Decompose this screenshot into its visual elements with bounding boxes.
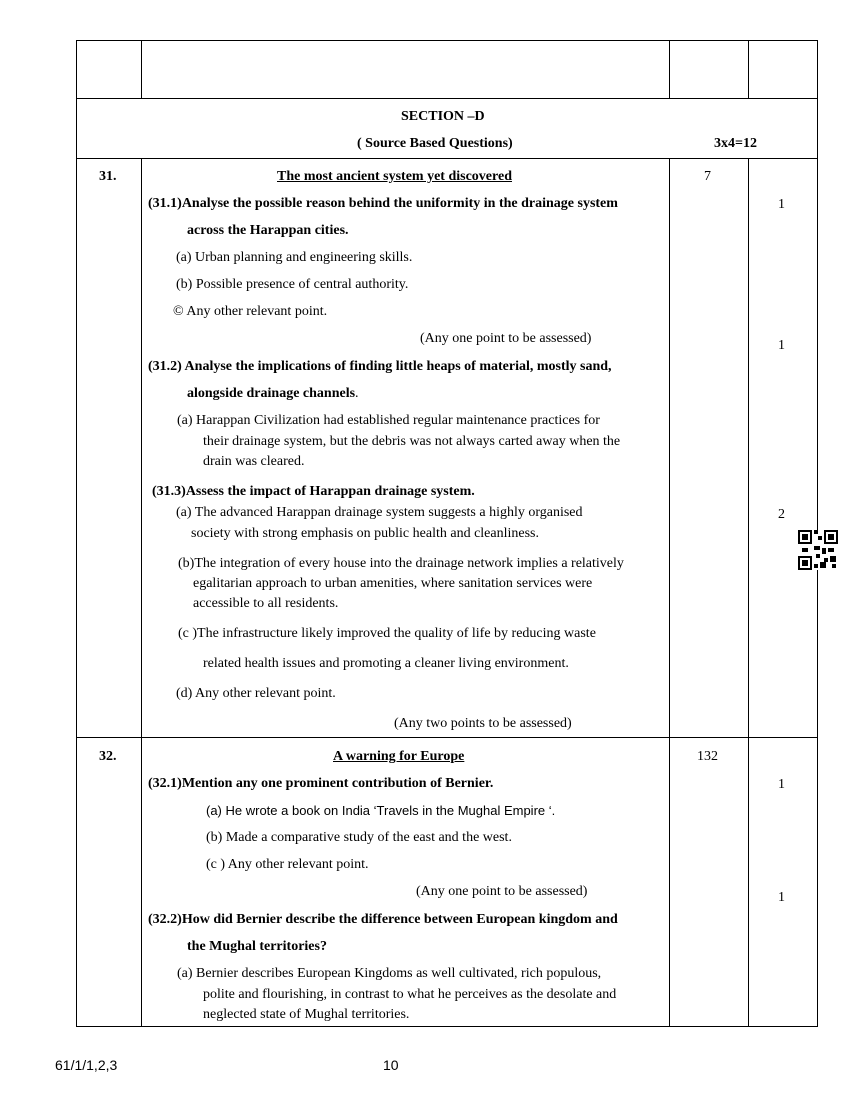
answer-point: (a) He wrote a book on India ‘Travels in the Mughal Empire ‘. bbox=[206, 803, 556, 818]
assessment-note: (Any two points to be assessed) bbox=[394, 716, 572, 731]
row-divider bbox=[77, 98, 817, 99]
row-divider bbox=[77, 737, 817, 738]
col-divider bbox=[748, 158, 749, 1026]
subquestion-text: (31.3)Assess the impact of Harappan drainage system. bbox=[152, 484, 475, 499]
answer-point: (b) Made a comparative study of the east and the west. bbox=[206, 830, 512, 845]
marks-value: 2 bbox=[778, 507, 785, 522]
question-number: 32. bbox=[99, 749, 117, 764]
question-title: The most ancient system yet discovered bbox=[277, 169, 512, 184]
punctuation: . bbox=[355, 386, 359, 401]
marks-value: 1 bbox=[778, 197, 785, 212]
subquestion-text: (31.2) Analyse the implications of finding little heaps of material, mostly sand, bbox=[148, 359, 612, 374]
subquestion-text: the Mughal territories? bbox=[187, 939, 327, 954]
page-reference: 132 bbox=[697, 749, 718, 764]
subquestion-text-line2 bbox=[187, 385, 359, 403]
col-divider bbox=[748, 41, 749, 98]
subquestion-text: (32.1)Mention any one prominent contribution of Bernier. bbox=[148, 776, 494, 791]
col-divider bbox=[141, 41, 142, 98]
subquestion-text: (31.1)Analyse the possible reason behind the uniformity in the drainage system bbox=[148, 196, 618, 211]
answer-point: polite and flourishing, in contrast to what he perceives as the desolate and bbox=[203, 987, 617, 1002]
row-divider bbox=[77, 158, 817, 159]
col-divider bbox=[669, 158, 670, 1026]
answer-point: © Any other relevant point. bbox=[173, 304, 328, 319]
answer-point: their drainage system, but the debris was not always carted away when the bbox=[203, 434, 621, 449]
answer-point: egalitarian approach to urban amenities, where sanitation services were bbox=[193, 576, 593, 591]
page-reference: 7 bbox=[704, 169, 711, 184]
subquestion-text: across the Harappan cities. bbox=[187, 223, 349, 238]
section-subtitle: ( Source Based Questions) bbox=[357, 136, 513, 151]
marks-value: 1 bbox=[778, 338, 785, 353]
answer-point: accessible to all residents. bbox=[193, 596, 339, 611]
marks-value: 1 bbox=[778, 890, 785, 905]
answer-point: (c ) Any other relevant point. bbox=[206, 857, 369, 872]
answer-point: neglected state of Mughal territories. bbox=[203, 1007, 410, 1022]
subquestion-text: (32.2)How did Bernier describe the difference between European kingdom and bbox=[148, 912, 618, 927]
col-divider bbox=[669, 41, 670, 98]
answer-point: society with strong emphasis on public health and cleanliness. bbox=[191, 526, 539, 541]
question-number: 31. bbox=[99, 169, 117, 184]
answer-point: (b)The integration of every house into the drainage network implies a relatively bbox=[178, 556, 624, 571]
subquestion-text: alongside drainage channels bbox=[187, 386, 356, 401]
qr-code-icon bbox=[798, 530, 838, 570]
question-title: A warning for Europe bbox=[333, 749, 465, 764]
answer-point: drain was cleared. bbox=[203, 454, 305, 469]
answer-point: (d) Any other relevant point. bbox=[176, 686, 336, 701]
section-title: SECTION –D bbox=[401, 109, 485, 124]
answer-point: (a) Harappan Civilization had established regular maintenance practices for bbox=[177, 413, 600, 428]
marks-value: 1 bbox=[778, 777, 785, 792]
answer-point: (b) Possible presence of central authority. bbox=[176, 277, 409, 292]
answer-point: (a) The advanced Harappan drainage system suggests a highly organised bbox=[176, 505, 583, 520]
answer-point: (c )The infrastructure likely improved the quality of life by reducing waste bbox=[178, 626, 596, 641]
answer-point: (a) Bernier describes European Kingdoms as well cultivated, rich populous, bbox=[177, 966, 602, 981]
answer-point: (a) Urban planning and engineering skills. bbox=[176, 250, 413, 265]
answer-point: related health issues and promoting a cleaner living environment. bbox=[203, 656, 569, 671]
paper-code: 61/1/1,2,3 bbox=[55, 1057, 118, 1073]
section-marks: 3x4=12 bbox=[714, 136, 757, 151]
assessment-note: (Any one point to be assessed) bbox=[416, 884, 588, 899]
page-number: 10 bbox=[383, 1057, 399, 1073]
col-divider bbox=[141, 158, 142, 1026]
assessment-note: (Any one point to be assessed) bbox=[420, 331, 592, 346]
